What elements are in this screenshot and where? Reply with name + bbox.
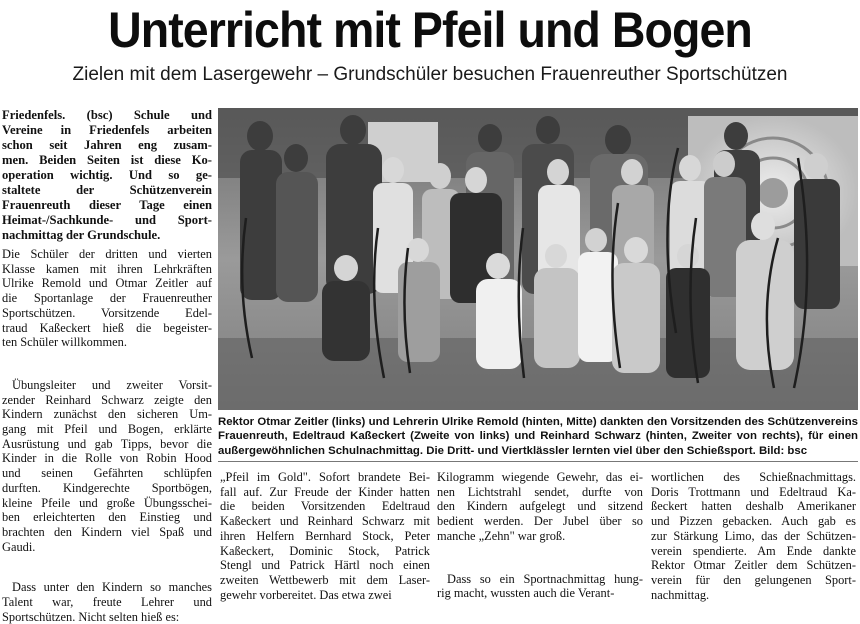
text-line: Rektor Otmar Zeitler dem Schützen- bbox=[651, 558, 856, 573]
text-line: Übungsleiter und zweiter Vorsit- bbox=[12, 377, 212, 392]
text-line: verein spendierte. Am Ende dankte bbox=[651, 543, 856, 558]
text-line: rig macht, wussten auch die Verant- bbox=[437, 586, 615, 601]
text-line: Kaßeckert und Reinhard Schwarz mit bbox=[220, 514, 430, 529]
text-line: zur Stärkung Limo, das der Schützen- bbox=[651, 528, 856, 543]
text-line: Kaßeckert, Dominic Stock, Patrick bbox=[220, 543, 430, 558]
text-line: bedient werden. Der Jubel über so bbox=[437, 514, 643, 529]
text-line: operation wichtig. Und so ge- bbox=[2, 168, 212, 182]
lead-paragraph bbox=[2, 108, 212, 243]
headline: Unterricht mit Pfeil und Bogen bbox=[108, 2, 752, 58]
text-line: Dass unter den Kindern so manches bbox=[12, 580, 212, 595]
text-line: Gaudi. bbox=[2, 539, 36, 554]
body-paragraph-5 bbox=[437, 470, 643, 544]
text-line: kleine Pfeile und große Übungsschei- bbox=[2, 495, 212, 510]
text-line: Talent war, freute Lehrer und bbox=[2, 595, 212, 610]
text-line: Kilogramm wiegende Gewehr, das ei- bbox=[437, 470, 643, 484]
body-paragraph-2 bbox=[2, 378, 212, 554]
text-line: Dass so ein Sportnachmittag hung- bbox=[447, 571, 643, 586]
text-line: nachmittag. bbox=[651, 587, 710, 602]
caption-rule bbox=[218, 461, 858, 462]
article-column-left bbox=[2, 108, 212, 624]
text-line: durften. Kindgerechte Sportbögen, bbox=[2, 480, 212, 495]
text-line: „Pfeil im Gold". Sofort brandete Bei- bbox=[220, 470, 430, 484]
photo-caption: Rektor Otmar Zeitler (links) und Lehrerin Ulrike Remold (hinten, Mitte) dankten den Vorsitzenden des Schützenvereins Frauenreuth, Edeltraud Kaßeckert (Zweite von links) und Reinhard Schwarz (hinten, Zweiter von rechts), für einen außergewöhnlichen Schulnachmittag. Die Dritt- und Viertklässler lernten viel über den Schießsport. Bild: bsc bbox=[218, 416, 858, 457]
text-line: Die Schüler der dritten und vierten bbox=[2, 247, 212, 261]
text-line: ben erleichterten den Einstieg und bbox=[2, 510, 212, 525]
text-line: Vereine in Friedenfels arbeiten bbox=[2, 123, 212, 137]
text-line: zweiten Wettbewerb mit dem Laser- bbox=[220, 572, 430, 587]
text-line: Doris Trottmann und Edeltraud Ka- bbox=[651, 484, 856, 499]
text-line: Stengl und Patrick Härtl noch einen bbox=[220, 558, 430, 573]
text-line: Ausrüstung und gab Tipps, bevor die bbox=[2, 436, 212, 451]
article-column-a bbox=[220, 470, 430, 602]
text-line: und Pizzen gebacken. Auch gab es bbox=[651, 514, 856, 529]
text-line: traud Kaßeckert hieß die begeister- bbox=[2, 320, 212, 335]
text-line: staltete der Schützenverein bbox=[2, 183, 212, 197]
text-line: verein für den gelungenen Sport- bbox=[651, 572, 856, 587]
text-line: manche „Zehn" war groß. bbox=[437, 528, 566, 543]
text-line: den Kindern aufgelegt und sitzend bbox=[437, 499, 643, 514]
text-line: Kindern zunächst den sicheren Um- bbox=[2, 407, 212, 422]
body-paragraph-4 bbox=[220, 470, 430, 602]
subheadline: Zielen mit dem Lasergewehr – Grundschüler besuchen Frauenreuther Sportschützen bbox=[72, 64, 788, 85]
text-line: nen Lichtstrahl sendet, durfte von bbox=[437, 484, 643, 499]
text-line: ten Schüler willkommen. bbox=[2, 335, 127, 350]
text-line: zender Reinhard Schwarz zeigte den bbox=[2, 392, 212, 407]
text-line: Kinder in die Rolle von Robin Hood bbox=[2, 451, 212, 466]
text-line: fall auf. Zur Freude der Kinder hatten bbox=[220, 484, 430, 499]
text-line: die beiden Vorsitzenden Edeltraud bbox=[220, 499, 430, 514]
text-line: Friedenfels. (bsc) Schule und bbox=[2, 108, 212, 122]
article-column-b bbox=[437, 470, 643, 601]
article-column-c bbox=[651, 470, 856, 602]
text-line: schon seit Jahren eng zusam- bbox=[2, 138, 212, 152]
group-photo-image bbox=[218, 108, 858, 410]
text-line: Sportschützen. Vorsitzende Edel- bbox=[2, 305, 212, 320]
text-line: gewehr vorbereitet. Das etwa zwei bbox=[220, 587, 392, 602]
body-paragraph-1 bbox=[2, 247, 212, 350]
text-line: Sportschützen. Nicht selten hieß es: bbox=[2, 609, 180, 624]
text-line: Ulrike Remold und Otmar Zeitler auf bbox=[2, 276, 212, 291]
text-line: wortlichen des Schießnachmittags. bbox=[651, 470, 856, 484]
text-line: brachten den Kindern viel Spaß und bbox=[2, 524, 212, 539]
group-photo bbox=[218, 108, 858, 410]
text-line: ihren Helfern Bernhard Stock, Peter bbox=[220, 528, 430, 543]
body-paragraph-7 bbox=[651, 470, 856, 602]
body-paragraph-6 bbox=[437, 572, 643, 601]
text-line: men. Beiden Seiten ist diese Ko- bbox=[2, 153, 212, 167]
text-line: die Sportanlage der Frauenreuther bbox=[2, 291, 212, 306]
text-line: ßeckert hatten deshalb Amerikaner bbox=[651, 499, 856, 514]
text-line: Heimat-/Sachkunde- und Sport- bbox=[2, 213, 212, 227]
text-line: gang mit Pfeil und Bogen, erklärte bbox=[2, 422, 212, 437]
text-line: Klasse kamen mit ihren Lehrkräften bbox=[2, 261, 212, 276]
text-line: und seinen Gefährten schlüpfen bbox=[2, 466, 212, 481]
text-line: Frauenreuth dieser Tage einen bbox=[2, 198, 212, 212]
body-paragraph-3 bbox=[2, 580, 212, 624]
text-line: nachmittag der Grundschule. bbox=[2, 228, 161, 242]
